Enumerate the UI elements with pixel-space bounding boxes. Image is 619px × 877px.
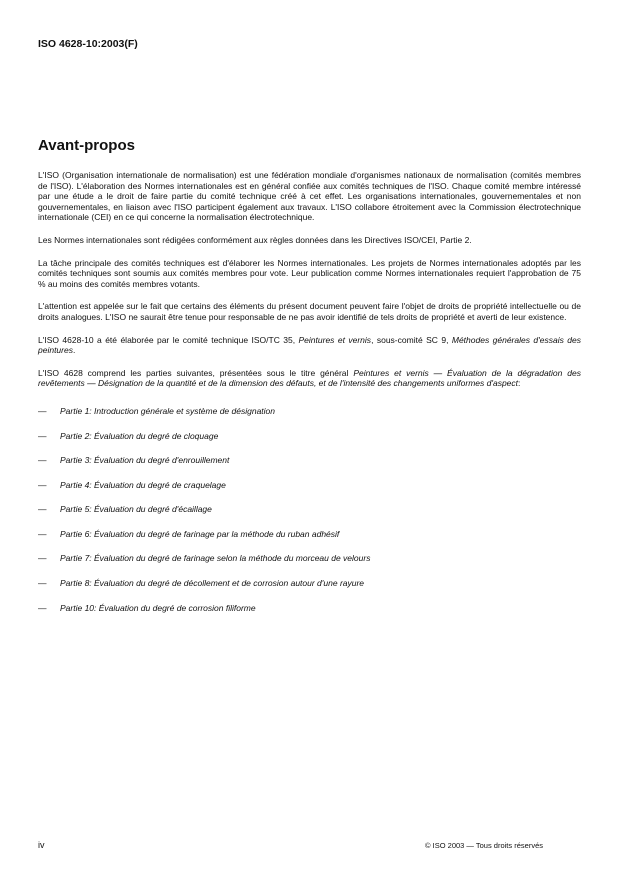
foreword-body [38, 170, 581, 627]
copyright-notice: © ISO 2003 — Tous droits réservés [425, 841, 543, 850]
subcommittee-name: Méthodes générales d'essais des peintures [38, 334, 581, 356]
dash-bullet: — [38, 553, 47, 564]
list-item-text: Partie 10: Évaluation du degré de corrosion filiforme [60, 602, 256, 613]
list-item [38, 431, 581, 456]
general-title: Peintures et vernis — Évaluation de la dégradation des revêtements — Désignation de la quantité et de la dimension des défauts, et de l'intensité des changements uniformes d'aspect [38, 367, 581, 389]
list-item-text: Partie 6: Évaluation du degré de farinage par la méthode du ruban adhésif [60, 528, 340, 539]
paragraph-main-task: La tâche principale des comités techniques est d'élaborer les Normes internationales. Les projets de Normes internationales adoptés par les comités techniques sont soumis aux comités membres pour vote. Leur publication comme Normes internationales requiert l'approbation de 75 % au moins des comités membres votants. [38, 257, 581, 289]
list-item [38, 553, 581, 578]
list-item [38, 455, 581, 480]
dash-bullet: — [38, 405, 47, 416]
list-item-text: Partie 4: Évaluation du degré de craquelage [60, 479, 226, 490]
page-number: iv [38, 840, 45, 850]
dash-bullet: — [38, 528, 47, 539]
document-header-id: ISO 4628-10:2003(F) [38, 38, 138, 50]
dash-bullet: — [38, 430, 47, 441]
dash-bullet: — [38, 602, 47, 613]
list-item-text: Partie 2: Évaluation du degré de cloquage [60, 430, 219, 441]
list-item [38, 480, 581, 505]
list-item-text: Partie 1: Introduction générale et système de désignation [60, 405, 275, 416]
list-item-text: Partie 8: Évaluation du degré de décollement et de corrosion autour d'une rayure [60, 578, 365, 589]
list-item-text: Partie 3: Évaluation du degré d'enrouillement [60, 455, 230, 466]
paragraph-directives: Les Normes internationales sont rédigées conformément aux règles données dans les Directives ISO/CEI, Partie 2. [38, 234, 472, 245]
parts-list [38, 406, 581, 627]
list-item-text: Partie 7: Évaluation du degré de farinage selon la méthode du morceau de velours [60, 553, 371, 564]
parts-intro-post: : [518, 378, 521, 389]
committee-text-pre: L'ISO 4628-10 a été élaborée par le comité technique ISO/TC 35, [38, 334, 299, 345]
committee-text-post: . [72, 345, 76, 356]
dash-bullet: — [38, 479, 47, 490]
committee-name: Peintures et vernis [298, 334, 372, 345]
dash-bullet: — [38, 504, 47, 515]
dash-bullet: — [38, 455, 47, 466]
dash-bullet: — [38, 578, 47, 589]
list-item [38, 406, 581, 431]
paragraph-parts-intro [38, 368, 581, 389]
list-item-text: Partie 5: Évaluation du degré d'écaillage [60, 504, 212, 515]
list-item [38, 529, 581, 554]
list-item [38, 504, 581, 529]
list-item [38, 578, 581, 603]
paragraph-iso-intro: L'ISO (Organisation internationale de normalisation) est une fédération mondiale d'organismes nationaux de normalisation (comités membres de l'ISO). L'élaboration des Normes internationales est en général confiée aux comités techniques de l'ISO. Chaque comité membre intéressé par une étude a le droit de faire partie du comité technique créé à cet effet. Les organisations internationales, gouvernementales et non gouvernementales, en liaison avec l'ISO participent également aux travaux. L'ISO collabore étroitement avec la Commission électrotechnique internationale (CEI) en ce qui concerne la normalisation électrotechnique. [38, 170, 581, 223]
paragraph-patent-notice: L'attention est appelée sur le fait que certains des éléments du présent document peuvent faire l'objet de droits de propriété intellectuelle ou de droits analogues. L'ISO ne saurait être tenue pour responsable de ne pas avoir identifié de tels droits de propriété et averti de leur existence. [38, 301, 581, 322]
parts-intro-pre: L'ISO 4628 comprend les parties suivantes, présentées sous le titre général [38, 367, 354, 378]
list-item [38, 603, 581, 628]
section-title: Avant-propos [38, 137, 135, 154]
committee-text-mid: , sous-comité SC 9, [371, 334, 452, 345]
paragraph-committee [38, 335, 581, 356]
